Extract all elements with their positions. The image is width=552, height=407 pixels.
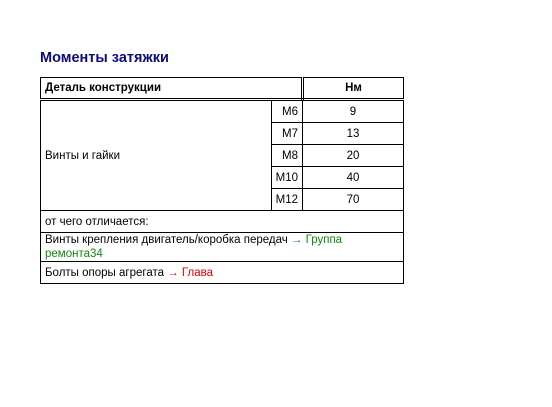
note-row: [41, 262, 404, 284]
repair-group-link[interactable]: Группа ремонта34: [45, 234, 343, 260]
size-cell: M12: [271, 189, 302, 211]
torque-table: [40, 77, 404, 284]
header-part: Деталь конструкции: [41, 78, 303, 100]
value-cell: 9: [303, 100, 404, 123]
arrow-icon: →: [290, 234, 303, 246]
size-cell: M8: [271, 145, 302, 167]
value-cell: 20: [303, 145, 404, 167]
value-cell: 13: [303, 123, 404, 145]
size-cell: M7: [271, 123, 302, 145]
note-text: Болты опоры агрегата: [45, 266, 165, 279]
note-row: [41, 233, 404, 262]
diff-row: [41, 211, 404, 233]
size-cell: M6: [271, 100, 302, 123]
part-name: Винты и гайки: [41, 100, 272, 211]
note-text: Винты крепления двигатель/коробка передач: [45, 234, 288, 246]
header-nm: Нм: [303, 78, 404, 100]
chapter-link[interactable]: Глава: [181, 266, 213, 279]
value-cell: 70: [303, 189, 404, 211]
diff-label: от чего отличается:: [41, 211, 404, 233]
value-cell: 40: [303, 167, 404, 189]
size-cell: M10: [271, 167, 302, 189]
note-cell: [41, 233, 404, 262]
arrow-icon: →: [167, 266, 179, 279]
table-row: [41, 100, 404, 123]
note-cell: [41, 262, 404, 284]
table-header-row: [41, 78, 404, 100]
page-title: Моменты затяжки: [40, 50, 169, 66]
